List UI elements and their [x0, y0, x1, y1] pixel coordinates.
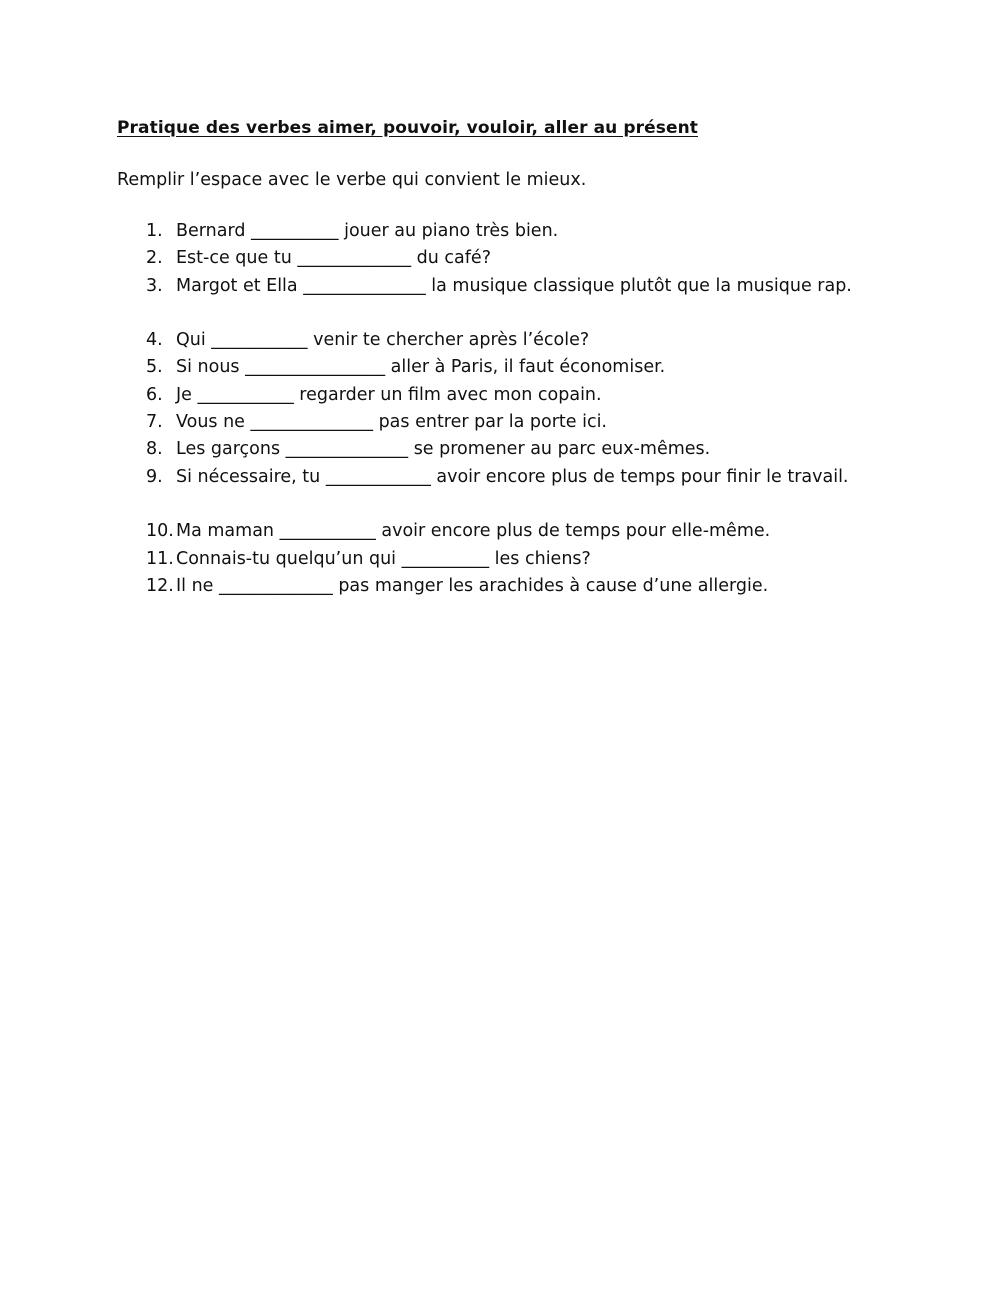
exercise-list — [0, 218, 1000, 600]
exercise-sentence: Connais-tu quelqu’un qui __________ les chiens? — [176, 548, 591, 569]
exercise-number: 6. — [146, 384, 163, 405]
exercise-number: 10. — [146, 521, 174, 542]
exercise-sentence: Si nécessaire, tu ____________ avoir encore plus de temps pour finir le travail. — [176, 466, 849, 487]
exercise-number: 7. — [146, 412, 163, 433]
exercise-item — [0, 327, 1000, 354]
exercise-sentence: Il ne _____________ pas manger les arachides à cause d’une allergie. — [176, 575, 769, 596]
exercise-number: 3. — [146, 275, 163, 296]
exercise-number: 1. — [146, 221, 163, 241]
exercise-number: 2. — [146, 248, 163, 269]
exercise-item — [0, 546, 1000, 573]
exercise-sentence: Est-ce que tu _____________ du café? — [176, 248, 491, 269]
exercise-number: 8. — [146, 439, 163, 460]
exercise-number: 12. — [146, 575, 174, 596]
exercise-number: 5. — [146, 357, 163, 378]
exercise-number: 11. — [146, 548, 174, 569]
worksheet-instruction: Remplir l’espace avec le verbe qui convient le mieux. — [117, 170, 587, 190]
exercise-sentence: Bernard __________ jouer au piano très bien. — [176, 221, 559, 241]
exercise-item — [0, 245, 1000, 272]
exercise-number: 4. — [146, 330, 163, 351]
exercise-item — [0, 218, 1000, 245]
exercise-sentence: Ma maman ___________ avoir encore plus de temps pour elle-même. — [176, 521, 771, 542]
worksheet-title: Pratique des verbes aimer, pouvoir, vouloir, aller au présent — [117, 118, 699, 138]
exercise-item — [0, 573, 1000, 600]
exercise-sentence: Margot et Ella ______________ la musique classique plutôt que la musique rap. — [176, 275, 852, 296]
exercise-sentence: Qui ___________ venir te chercher après l’école? — [176, 330, 590, 351]
exercise-item — [0, 382, 1000, 409]
exercise-item — [0, 409, 1000, 436]
exercise-item — [0, 354, 1000, 381]
exercise-item — [0, 518, 1000, 545]
exercise-sentence: Vous ne ______________ pas entrer par la porte ici. — [176, 412, 607, 433]
exercise-item — [0, 464, 1000, 519]
exercise-sentence: Je ___________ regarder un film avec mon copain. — [176, 384, 602, 405]
exercise-number: 9. — [146, 466, 163, 487]
exercise-item — [0, 436, 1000, 463]
exercise-item — [0, 273, 1000, 328]
exercise-sentence: Les garçons ______________ se promener au parc eux-mêmes. — [176, 439, 711, 460]
exercise-sentence: Si nous ________________ aller à Paris, il faut économiser. — [176, 357, 666, 378]
